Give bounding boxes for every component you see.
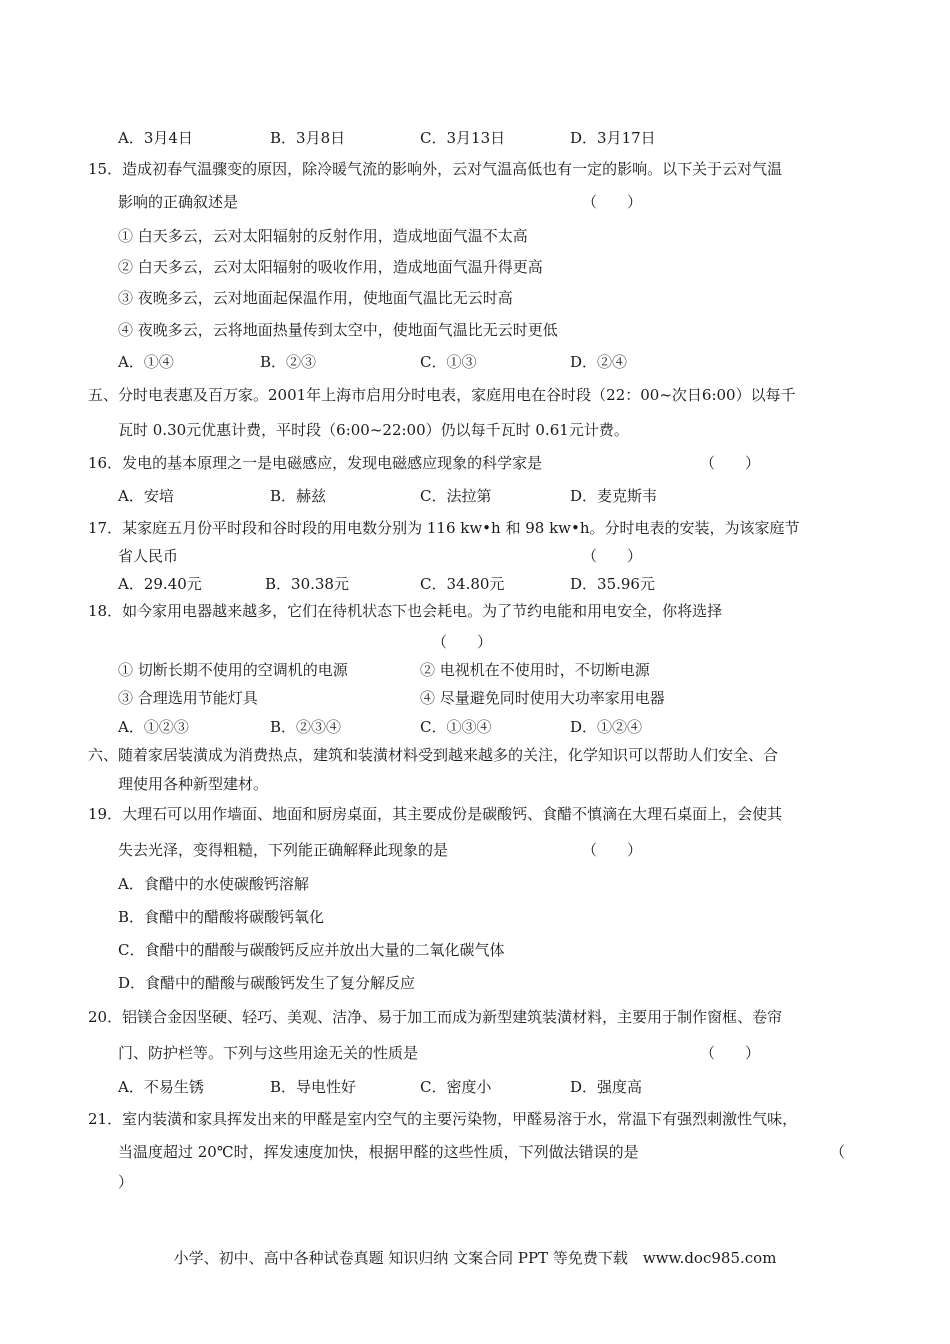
q18-option-d: D．①②④ [570,718,643,736]
q15-statement-3: ③ 夜晚多云，云对地面起保温作用，使地面气温比无云时高 [118,289,513,307]
q15-option-d: D．②④ [570,353,628,371]
q15-option-c: C．①③ [420,353,477,371]
q16-answer-bracket: （ ） [700,454,761,472]
q16-option-a: A．安培 [118,487,174,505]
q19-stem-cont: 失去光泽，变得粗糙，下列能正确解释此现象的是 [118,841,449,859]
q18-option-a: A．①②③ [118,718,189,736]
q18-statement-3: ③ 合理选用节能灯具 [118,689,258,707]
q19-stem: 19．大理石可以用作墙面、地面和厨房桌面，其主要成份是碳酸钙、食醋不慎滴在大理石桌面上，会使其 [88,805,783,823]
q17-answer-bracket: （ ） [582,547,643,565]
q20-option-a: A．不易生锈 [118,1078,204,1096]
q15-option-a: A．①④ [118,353,174,371]
q20-option-c: C．密度小 [420,1078,492,1096]
q18-statement-1: ① 切断长期不使用的空调机的电源 [118,661,348,679]
q18-answer-bracket: （ ） [432,633,493,651]
q18-option-c: C．①③④ [420,718,492,736]
page-footer: 小学、初中、高中各种试卷真题 知识归纳 文案合同 PPT 等免费下载 www.doc985.com [173,1249,777,1267]
q21-answer-bracket-open: （ [830,1143,846,1161]
q21-answer-bracket-close: ） [118,1173,134,1191]
q18-stem: 18．如今家用电器越来越多，它们在待机状态下也会耗电。为了节约电能和用电安全，你将选择 [88,602,723,620]
q18-option-b: B．②③④ [270,718,342,736]
q20-option-b: B．导电性好 [270,1078,357,1096]
q15-stem: 15．造成初春气温骤变的原因，除冷暖气流的影响外，云对气温高低也有一定的影响。以下关于云对气温 [88,160,783,178]
q20-stem-cont: 门、防护栏等。下列与这些用途无关的性质是 [118,1044,419,1062]
q16-option-b: B．赫兹 [270,487,327,505]
q17-stem-cont: 省人民币 [118,547,179,565]
q17-stem: 17．某家庭五月份平时段和谷时段的用电数分别为 116 kw•h 和 98 kw•h。分时电表的安装，为该家庭节 [88,519,800,537]
q16-stem: 16．发电的基本原理之一是电磁感应，发现电磁感应现象的科学家是 [88,454,543,472]
q20-stem: 20．铝镁合金因坚硬、轻巧、美观、洁净、易于加工而成为新型建筑装潢材料，主要用于制作窗框、卷帘 [88,1008,783,1026]
q20-option-d: D．强度高 [570,1078,643,1096]
q19-option-d: D．食醋中的醋酸与碳酸钙发生了复分解反应 [118,974,416,992]
q17-option-a: A．29.40元 [118,575,202,593]
q17-option-c: C．34.80元 [420,575,505,593]
q19-answer-bracket: （ ） [582,841,643,859]
q15-stem-cont: 影响的正确叙述是 [118,193,239,211]
q16-option-d: D．麦克斯韦 [570,487,658,505]
q14-option-c: C．3月13日 [420,129,506,147]
q15-answer-bracket: （ ） [582,193,643,211]
q18-statement-4: ④ 尽量避免同时使用大功率家用电器 [420,689,665,707]
q15-statement-1: ① 白天多云，云对太阳辐射的反射作用，造成地面气温不太高 [118,227,528,245]
q18-statement-2: ② 电视机在不使用时，不切断电源 [420,661,650,679]
q14-option-a: A．3月4日 [118,129,193,147]
q20-answer-bracket: （ ） [700,1044,761,1062]
q14-option-b: B．3月8日 [270,129,346,147]
q21-stem-cont: 当温度超过 20℃时，挥发速度加快，根据甲醛的这些性质，下列做法错误的是 [118,1143,639,1161]
q16-option-c: C．法拉第 [420,487,492,505]
section-6-intro-cont: 理使用各种新型建材。 [118,775,269,793]
q15-option-b: B．②③ [260,353,317,371]
q17-option-d: D．35.96元 [570,575,655,593]
q15-statement-4: ④ 夜晚多云，云将地面热量传到太空中，使地面气温比无云时更低 [118,321,558,339]
section-5-intro-cont: 瓦时 0.30元优惠计费，平时段（6:00~22:00）仍以每千瓦时 0.61元计费。 [118,421,629,439]
q19-option-a: A．食醋中的水使碳酸钙溶解 [118,875,309,893]
q21-stem: 21．室内装潢和家具挥发出来的甲醛是室内空气的主要污染物，甲醛易溶于水，常温下有强烈刺激性气味， [88,1110,798,1128]
q19-option-b: B．食醋中的醋酸将碳酸钙氧化 [118,908,325,926]
q17-option-b: B．30.38元 [265,575,349,593]
q15-statement-2: ② 白天多云，云对太阳辐射的吸收作用，造成地面气温升得更高 [118,258,543,276]
section-6-intro: 六、随着家居装潢成为消费热点，建筑和装潢材料受到越来越多的关注，化学知识可以帮助人们安全、合 [88,746,779,764]
q19-option-c: C．食醋中的醋酸与碳酸钙反应并放出大量的二氧化碳气体 [118,941,505,959]
q14-option-d: D．3月17日 [570,129,656,147]
section-5-intro: 五、分时电表惠及百万家。2001年上海市启用分时电表，家庭用电在谷时段（22：00~次日6:00）以每千 [88,386,796,404]
